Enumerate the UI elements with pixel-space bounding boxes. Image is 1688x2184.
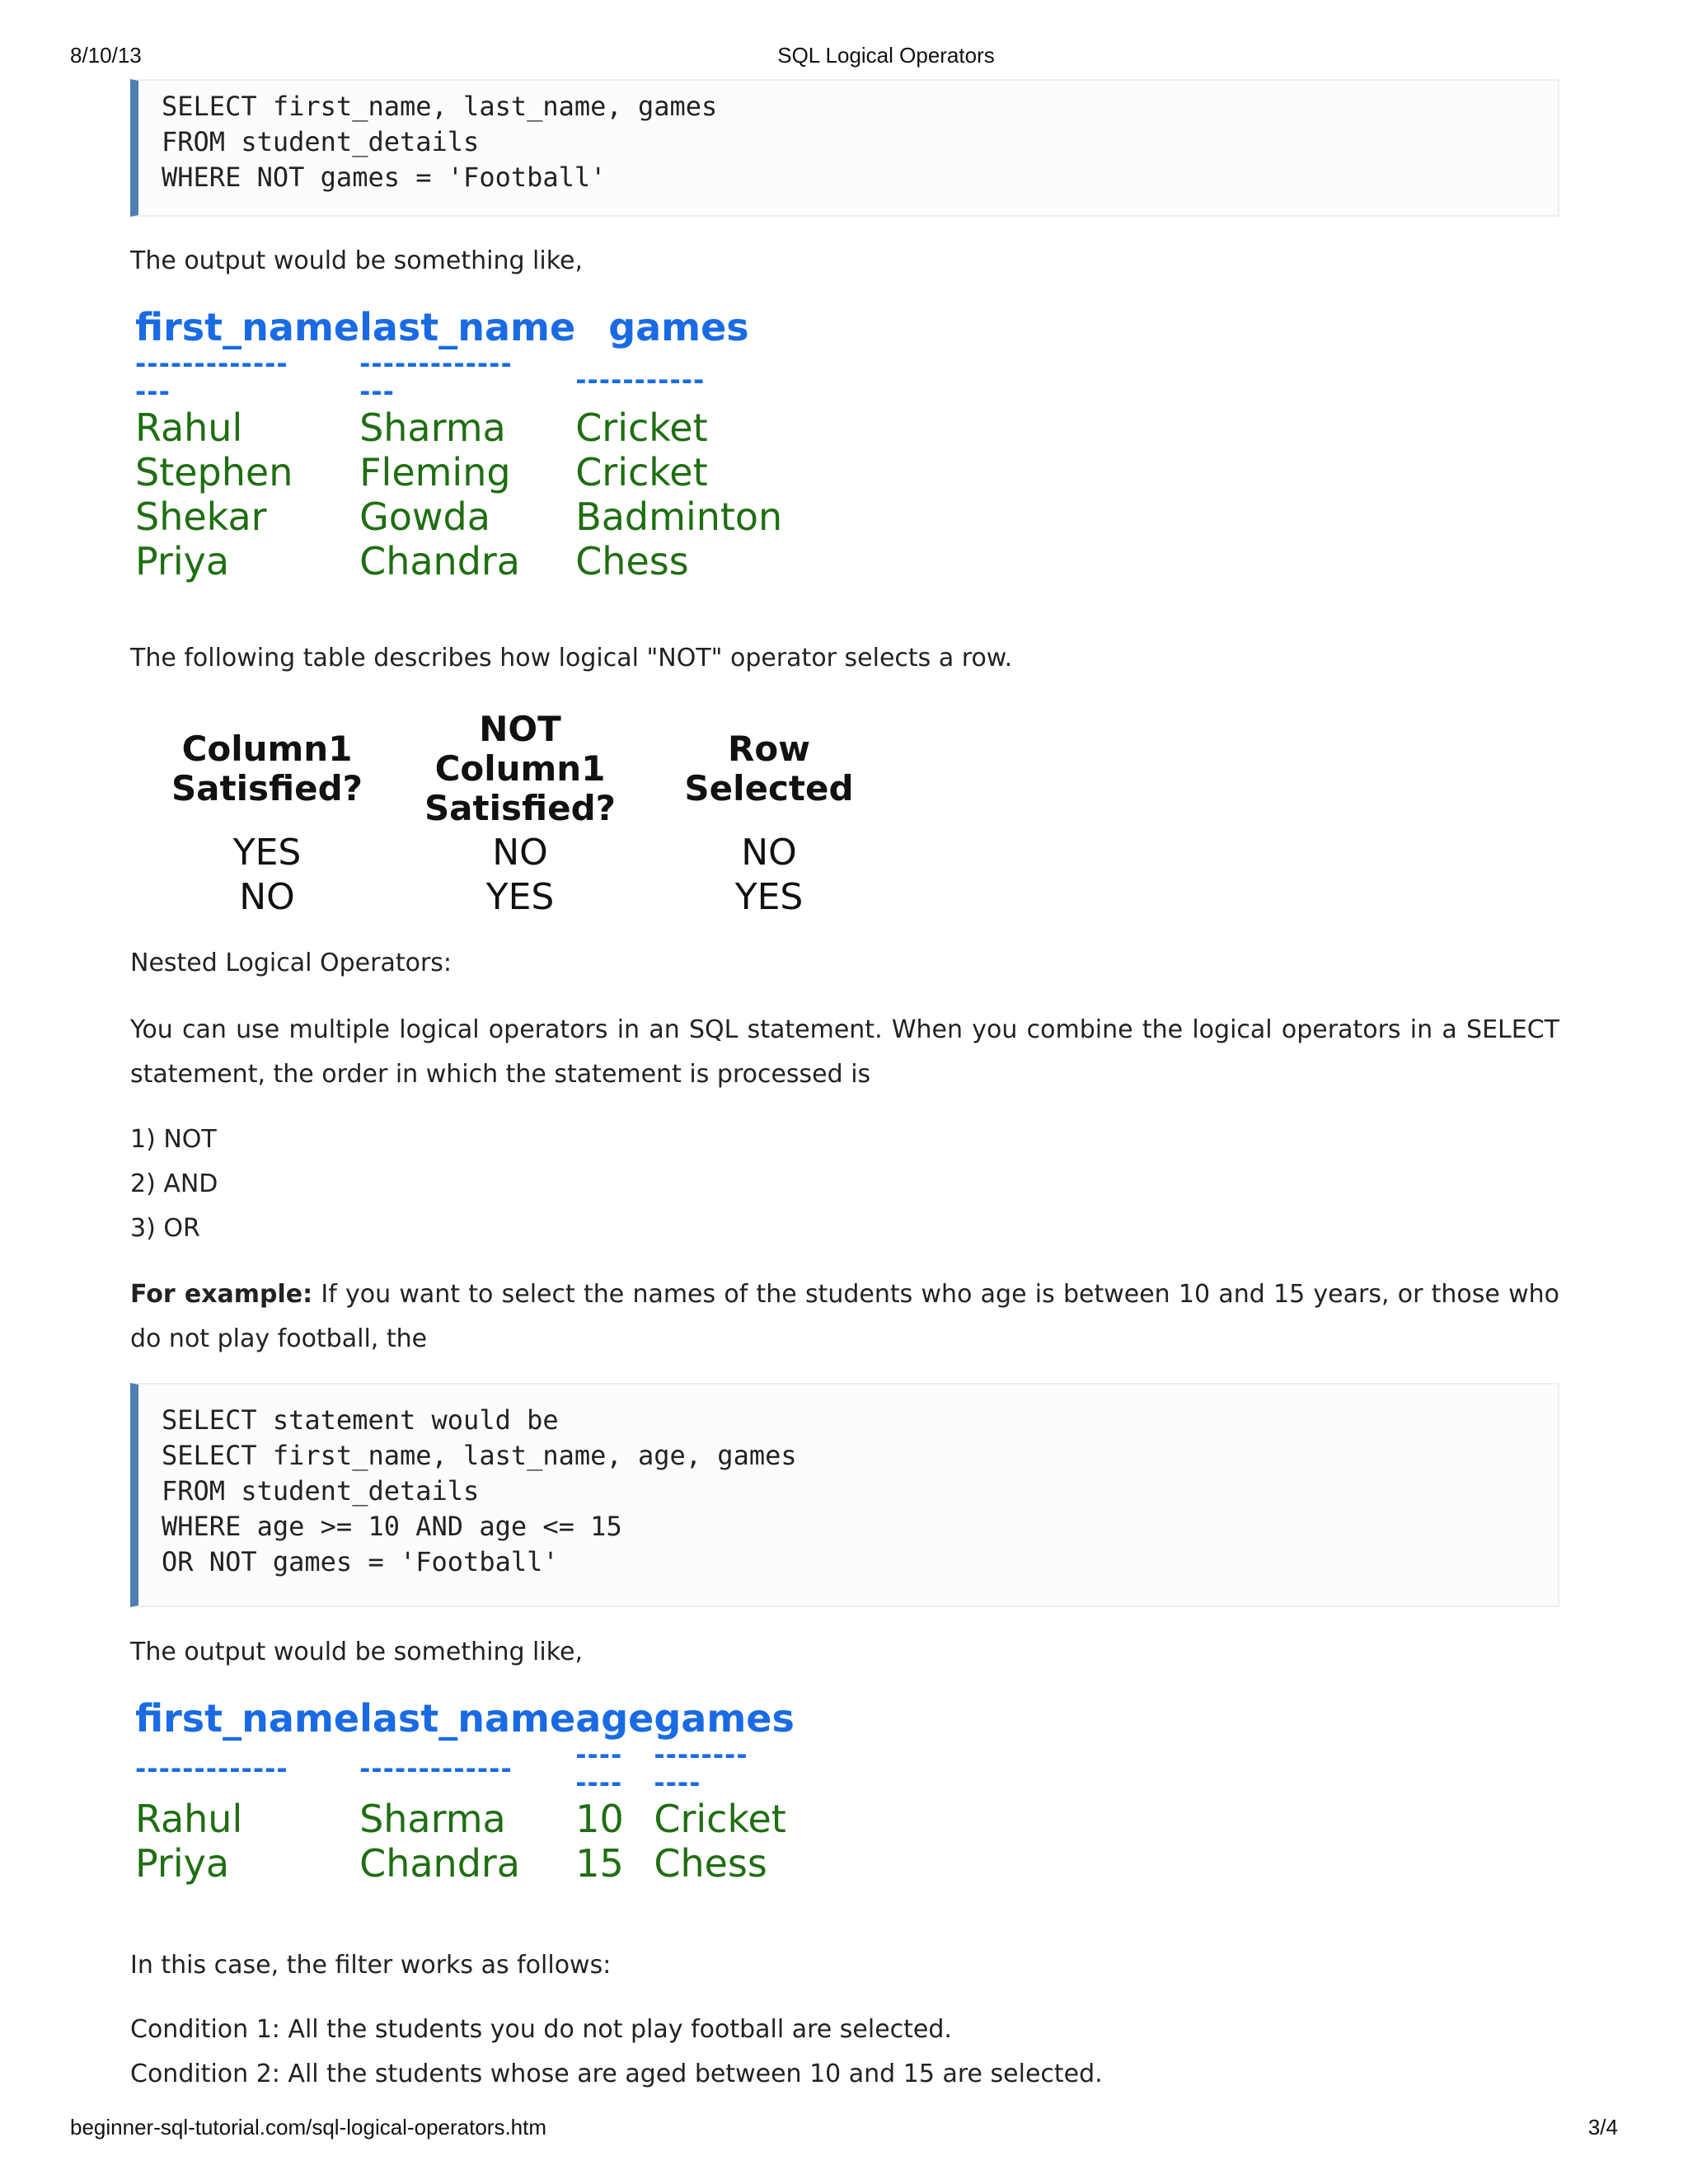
table-cell: YES (232, 832, 302, 874)
code-line: FROM student_details (162, 126, 480, 157)
table-row (163, 831, 869, 875)
table-row (135, 405, 782, 450)
list-item: 1) NOT (130, 1125, 217, 1154)
column-header: games (608, 305, 749, 349)
table-cell: Stephen (135, 450, 293, 494)
code-line: WHERE age >= 10 AND age <= 15 (162, 1511, 622, 1542)
table-row (135, 1841, 795, 1886)
conditions-list (130, 2008, 1559, 2097)
header-underline: ------------- (135, 1753, 288, 1784)
truth-table-header: Row Selected (684, 729, 854, 808)
column-header: games (654, 1696, 795, 1741)
table-cell: Chandra (359, 539, 520, 583)
table-cell: Fleming (359, 450, 511, 494)
table-row (135, 539, 782, 583)
nested-heading: Nested Logical Operators: (130, 949, 452, 977)
table-cell: Chess (654, 1841, 767, 1886)
table-row (135, 1797, 795, 1841)
table-cell: 15 (575, 1841, 624, 1886)
code-line: SELECT first_name, last_name, games (162, 91, 718, 122)
print-url: beginner-sql-tutorial.com/sql-logical-operators.htm (70, 2115, 547, 2139)
column-header: last_name (359, 305, 576, 349)
order-list (130, 1118, 1559, 1251)
table-cell: Rahul (135, 1797, 243, 1841)
print-page-number: 3/4 (1587, 2115, 1618, 2139)
code-line: WHERE NOT games = 'Football' (162, 162, 607, 193)
column-header: last_name (359, 1696, 576, 1741)
table-cell: NO (741, 832, 797, 874)
output-table-nested (135, 1696, 795, 1886)
table-cell: Sharma (359, 1797, 506, 1841)
table-row (163, 875, 869, 920)
code-line: OR NOT games = 'Football' (162, 1546, 559, 1577)
code-line: SELECT first_name, last_name, age, games (162, 1440, 797, 1471)
table-cell: NO (492, 832, 548, 874)
condition-item: Condition 1: All the students you do not play football are selected. (130, 2015, 952, 2044)
print-date: 8/10/13 (70, 43, 142, 68)
list-item: 2) AND (130, 1169, 218, 1198)
table-cell: NO (239, 876, 295, 918)
header-underline: ------------- --- (359, 348, 513, 407)
code-block-nested-query (130, 1383, 1559, 1607)
condition-item: Condition 2: All the students whose are aged between 10 and 15 are selected. (130, 2060, 1103, 2088)
example-label: For example: (130, 1280, 313, 1309)
nested-paragraph: You can use multiple logical operators in an SQL statement. When you combine the logical operators in a SELECT statement, the order in which the statement is processed is (130, 1015, 1559, 1089)
table-cell: Rahul (135, 405, 243, 450)
code-block-not-query (130, 79, 1559, 217)
output-table-not (135, 305, 782, 583)
header-underline: -------- ---- (654, 1739, 748, 1798)
table-cell: Gowda (359, 494, 490, 539)
table-cell: Priya (135, 1841, 230, 1886)
example-paragraph (130, 1272, 1559, 1361)
table-cell: Shekar (135, 494, 267, 539)
not-table-intro: The following table describes how logical "NOT" operator selects a row. (130, 644, 1013, 673)
code-line: SELECT statement would be (162, 1404, 559, 1436)
header-underline: ----------- (575, 364, 706, 396)
print-page-title: SQL Logical Operators (777, 43, 995, 68)
table-row (135, 450, 782, 494)
output-intro: The output would be something like, (130, 1638, 584, 1666)
table-cell: Cricket (575, 450, 708, 494)
table-cell: YES (734, 876, 804, 918)
not-truth-table (163, 707, 869, 920)
truth-table-header: Column1 Satisfied? (171, 729, 363, 808)
table-row (135, 494, 782, 539)
table-cell: YES (485, 876, 555, 918)
header-underline: ---- ---- (575, 1739, 623, 1798)
table-cell: Cricket (654, 1797, 786, 1841)
table-cell: Badminton (575, 494, 783, 539)
header-underline: ------------- --- (135, 348, 288, 407)
table-cell: Cricket (575, 405, 708, 450)
print-footer (0, 2115, 1688, 2144)
code-line: FROM student_details (162, 1475, 480, 1507)
table-cell: Chandra (359, 1841, 520, 1886)
example-text: If you want to select the names of the students who age is between 10 and 15 years, or those who do not play football, the (130, 1280, 1559, 1353)
truth-table-header: NOT Column1 Satisfied? (424, 709, 617, 828)
list-item: 3) OR (130, 1214, 200, 1243)
column-header: first_name (135, 1696, 360, 1741)
table-cell: Priya (135, 539, 230, 583)
output-intro: The output would be something like, (130, 246, 584, 275)
table-cell: Sharma (359, 405, 506, 450)
column-header: first_name (135, 305, 360, 349)
table-cell: Chess (575, 539, 689, 583)
print-header (0, 43, 1688, 73)
filter-intro: In this case, the filter works as follows: (130, 1951, 612, 1980)
column-header: age (575, 1696, 654, 1741)
table-cell: 10 (575, 1797, 624, 1841)
header-underline: ------------- (359, 1753, 513, 1784)
